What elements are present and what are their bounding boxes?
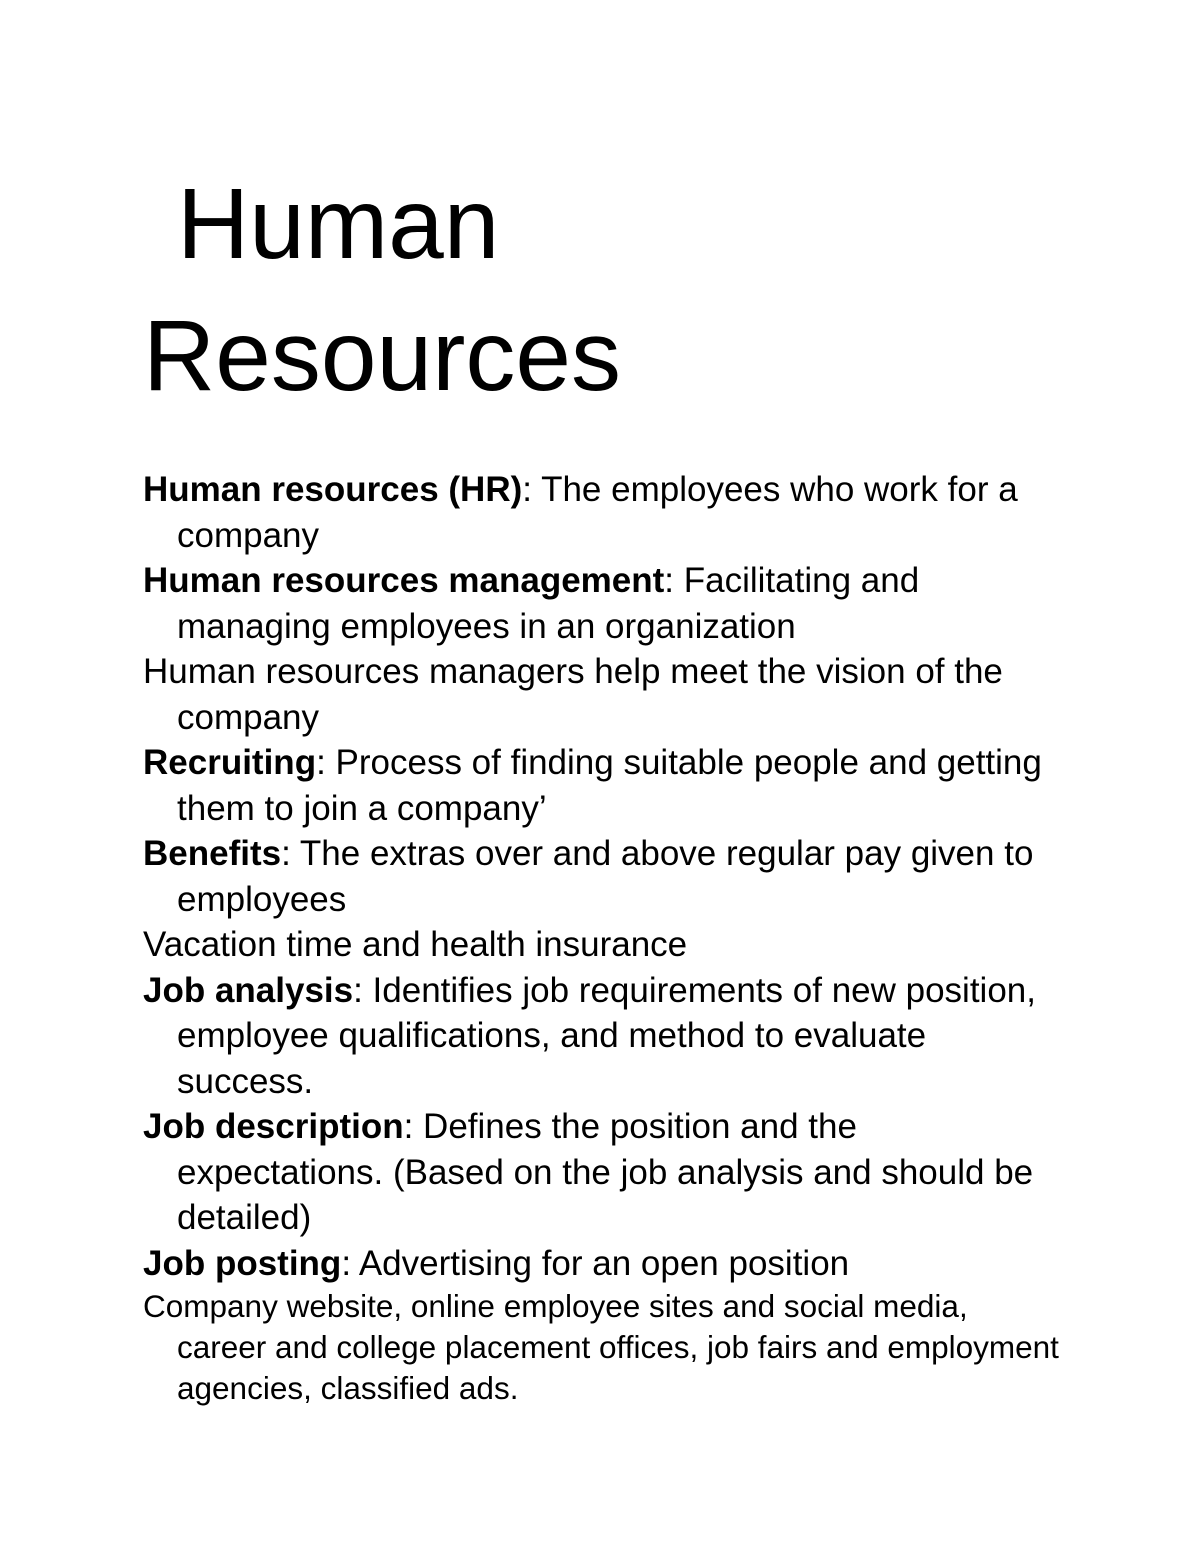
entry-benefits — [143, 831, 1063, 922]
entry-definition: : Identifies job requirements of new position, employee qualifications, and method to evaluate success. — [177, 970, 1036, 1101]
entry-definition: : Defines the position and the expectations. (Based on the job analysis and should be detailed) — [177, 1107, 1034, 1237]
entry-job-posting-channels — [143, 1286, 1063, 1409]
entry-term: Recruiting — [143, 743, 317, 782]
entry-definition: : Process of finding suitable people and getting them to join a company’ — [177, 743, 1042, 828]
entry-definition: : The employees who work for a company — [177, 470, 1018, 555]
entry-term: Human resources (HR) — [143, 470, 523, 509]
document-title — [143, 158, 621, 422]
entry-definition: : The extras over and above regular pay given to employees — [177, 834, 1034, 919]
entry-term: Human resources management — [143, 561, 665, 600]
title-line-1: Human — [177, 168, 500, 280]
entry-definition: Human resources managers help meet the vision of the company — [143, 652, 1003, 737]
entry-definition: : Facilitating and managing employees in an organization — [177, 561, 920, 646]
entry-term: Benefits — [143, 834, 282, 873]
entry-benefits-example — [143, 922, 1063, 968]
entry-definition: : Advertising for an open position — [341, 1243, 850, 1283]
title-line-2: Resources — [143, 300, 621, 412]
entry-hr-management — [143, 558, 1063, 649]
entry-term: Job description — [143, 1107, 404, 1146]
entry-definition: Company website, online employee sites and social media, career and college placement offices, job fairs and employment agencies, classified ads. — [143, 1288, 1059, 1406]
entry-job-description — [143, 1104, 1063, 1241]
entry-job-posting — [143, 1241, 1063, 1287]
entry-definition: Vacation time and health insurance — [143, 925, 688, 964]
entry-term: Job posting — [143, 1243, 342, 1283]
entry-hr-managers-note — [143, 649, 1063, 740]
document-body — [143, 467, 1063, 1409]
entry-human-resources — [143, 467, 1063, 558]
entry-recruiting — [143, 740, 1063, 831]
entry-term: Job analysis — [143, 970, 354, 1010]
entry-job-analysis — [143, 968, 1063, 1105]
